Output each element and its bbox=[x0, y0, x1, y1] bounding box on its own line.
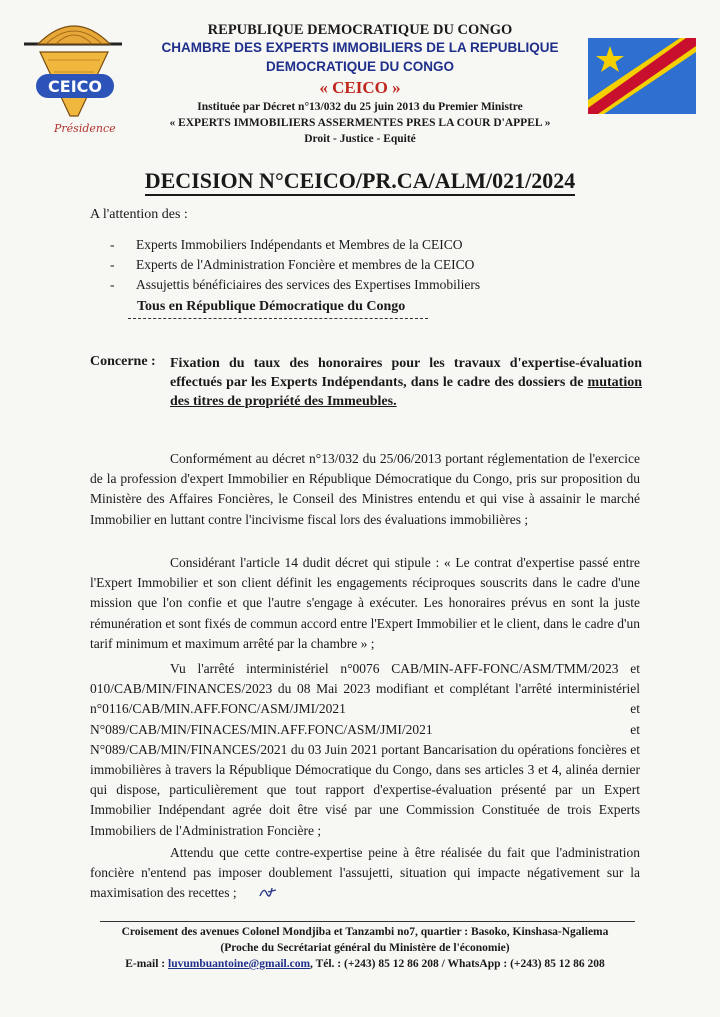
sworn-experts-line: « EXPERTS IMMOBILIERS ASSERMENTES PRES LA COUR D'APPEL » bbox=[169, 117, 551, 129]
footer-contact bbox=[70, 958, 660, 970]
footer-divider bbox=[100, 921, 635, 922]
decision-title-text: DECISION N°CEICO/PR.CA/ALM/021/2024 bbox=[145, 168, 576, 196]
handwritten-initial bbox=[258, 884, 278, 900]
decision-title bbox=[0, 168, 720, 194]
svg-text:CEICO: CEICO bbox=[48, 77, 102, 96]
concerne-underlined: mutation des titres de propriété des Immeubles. bbox=[170, 375, 642, 409]
recipients-list bbox=[110, 235, 480, 295]
ceico-logo bbox=[18, 12, 130, 122]
concerne-text bbox=[170, 354, 642, 411]
acronym-heading: « CEICO » bbox=[319, 78, 401, 97]
phone-numbers: , Tél. : (+243) 85 12 86 208 / WhatsApp : (+243) 85 12 86 208 bbox=[310, 958, 605, 970]
drc-flag bbox=[588, 38, 696, 114]
footer-address: Croisement des avenues Colonel Mondjiba et Tanzambi no7, quartier : Basoko, Kinshasa-Ngaliema bbox=[121, 926, 609, 938]
chamber-heading-line2: DEMOCRATIQUE DU CONGO bbox=[266, 59, 454, 74]
email-link[interactable]: luvumbuantoine@gmail.com bbox=[168, 958, 311, 970]
motto-line: Droit - Justice - Equité bbox=[304, 133, 416, 145]
concerne-body: Fixation du taux des honoraires pour les travaux d'expertise-évaluation effectués par les Experts Indépendants, dans le cadre des dossiers de bbox=[170, 356, 642, 390]
footer-near: (Proche du Secrétariat général du Ministère de l'économie) bbox=[220, 942, 510, 954]
paragraph-arrete: Vu l'arrêté interministériel n°0076 CAB/MIN-AFF-FONC/ASM/TMM/2023 et 010/CAB/MIN/FINANCES/2023 du 08 Mai 2023 modifiant et complétant l'arrêté interministériel n°0116/CAB/MIN.AFF.FONC/ASM/JMI/2021 et N°089/CAB/MIN/FINACES/MIN.AFF.FONC/ASM/JMI/2021 et N°089/CAB/MIN/FINANCES/2021 du 03 Juin 2021 portant Bancarisation du opérations foncières et immobilières à travers la République Démocratique du Congo, dans ses articles 3 et 4, alinéa dernier qui dispose, particulièrement que tout rapport d'expertise-évaluation présenté par un Expert Immobilier Indépendant agrée doit être visé par une Commission Constituée de trois Experts Immobiliers de l'Administration Foncière ; bbox=[90, 661, 640, 838]
list-item: - Assujettis bénéficiaires des services des Expertises Immobiliers bbox=[110, 275, 480, 295]
email-label: E-mail : bbox=[125, 958, 169, 970]
paragraph-decret: Conformément au décret n°13/032 du 25/06/2013 portant réglementation de l'exercice de la profession d'expert Immobilier en République Démocratique du Congo, pris sur proposition du Ministère des Affaires Foncières, le Conseil des Ministres entendu et qui vise à assainir le marché Immobilier en luttant contre l'incivisme fiscal lors des évaluations immobilières ; bbox=[90, 451, 640, 527]
chamber-heading-line1: CHAMBRE DES EXPERTS IMMOBILIERS DE LA REPUBLIQUE bbox=[161, 40, 559, 55]
paragraph-attendu: Attendu que cette contre-expertise peine à être réalisée du fait que l'administration foncière n'entend pas imposer doublement l'assujetti, situation qui impacte négativement sur la maximisation des recettes ; bbox=[90, 845, 640, 901]
logo-caption: Présidence bbox=[54, 122, 116, 135]
recipients-scope: Tous en République Démocratique du Congo bbox=[137, 299, 406, 314]
scope-dashed-underline bbox=[128, 318, 428, 319]
instituted-line: Instituée par Décret n°13/032 du 25 juin 2013 du Premier Ministre bbox=[197, 101, 523, 113]
attention-line: A l'attention des : bbox=[90, 207, 188, 222]
republic-heading: REPUBLIQUE DEMOCRATIQUE DU CONGO bbox=[207, 22, 513, 38]
list-item: - Experts de l'Administration Foncière et membres de la CEICO bbox=[110, 255, 480, 275]
concerne-label: Concerne : bbox=[90, 354, 156, 369]
paragraph-article-14: Considérant l'article 14 dudit décret qui stipule : « Le contrat d'expertise passé entre l'Expert Immobilier et son client définit les engagements réciproques souscrits dans le cadre d'une mission que l'on confie et que l'autre s'engage à exécuter. Les honoraires prévus en sont la juste rémunération et sont fixés de commun accord entre l'Expert Immobilier et le client, dans le cadre d'un tarif minimum et maximum arrêté par la chambre » ; bbox=[90, 555, 640, 651]
list-item: - Experts Immobiliers Indépendants et Membres de la CEICO bbox=[110, 235, 480, 255]
